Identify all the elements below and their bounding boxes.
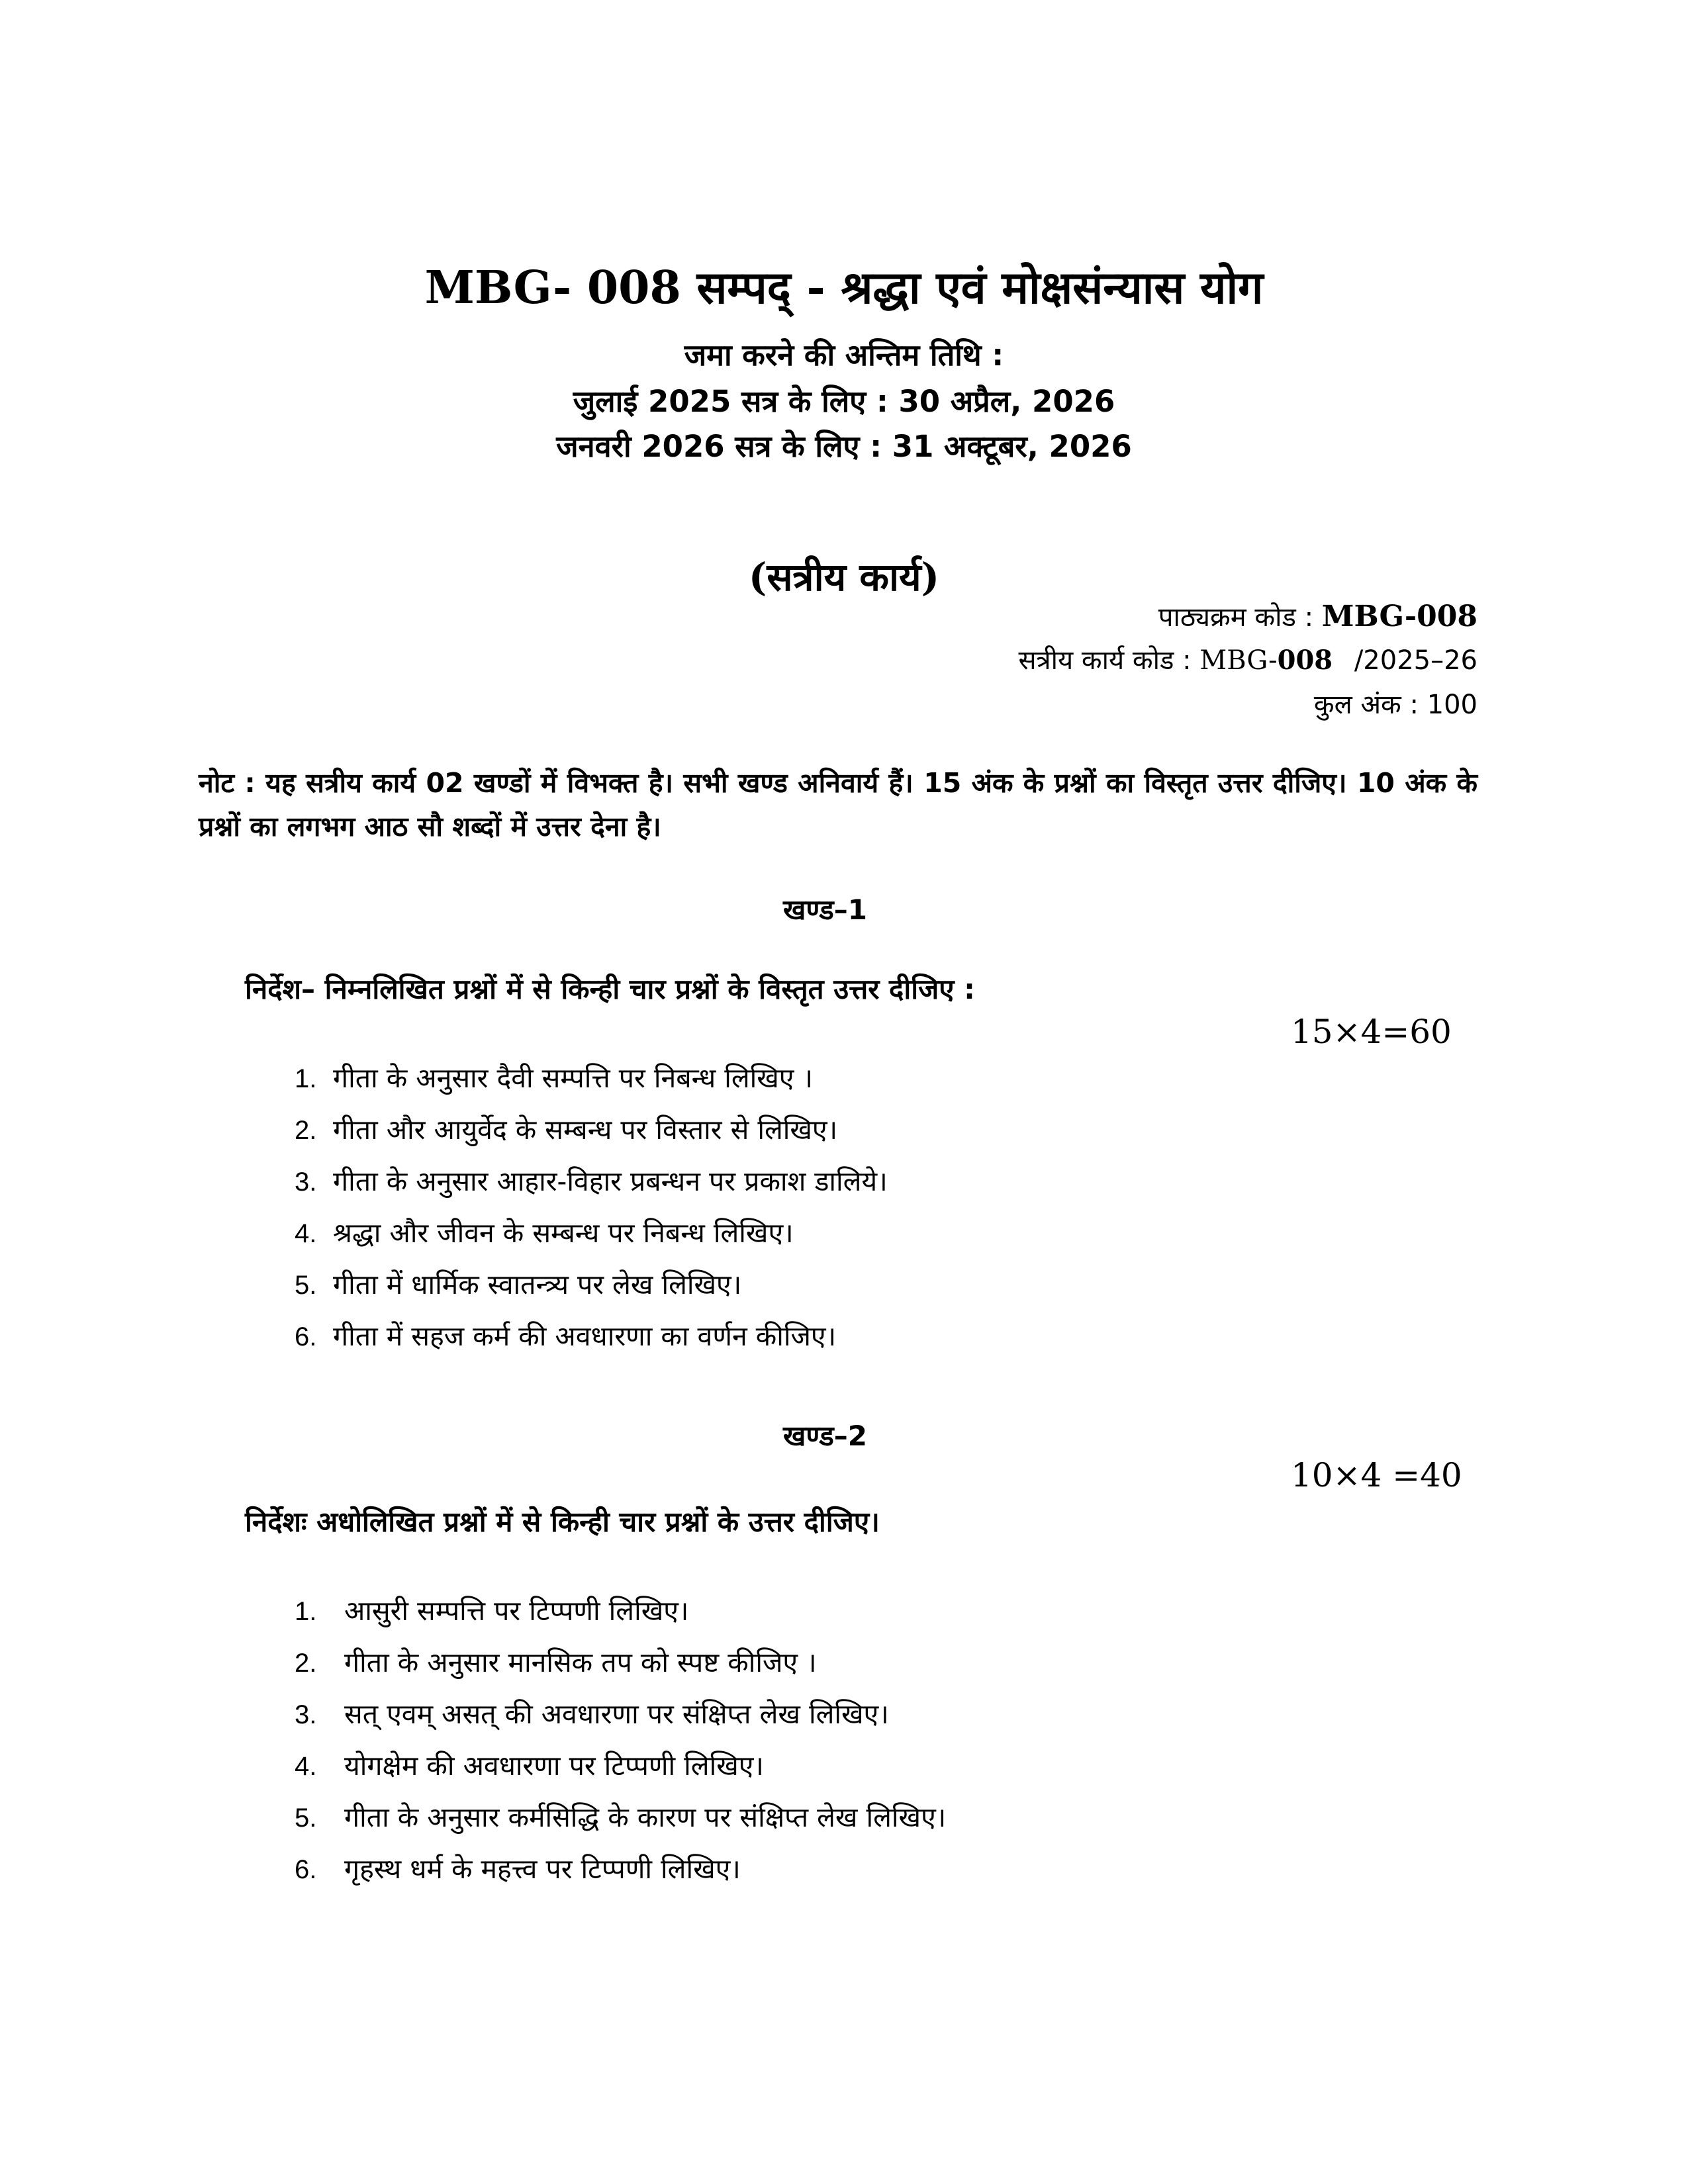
assignment-code-number: 008: [1277, 645, 1333, 676]
question-number: 5.: [295, 1271, 317, 1300]
course-code-label: पाठ्यक्रम कोड :: [1158, 602, 1314, 633]
question-item: [295, 1111, 888, 1162]
question-item: [295, 1747, 946, 1798]
assignment-code-line: [1019, 641, 1477, 677]
section-2-marks: 10×4 =40: [1291, 1456, 1462, 1494]
question-number: 5.: [295, 1803, 317, 1833]
question-item: [295, 1592, 946, 1643]
question-number: 1.: [295, 1597, 317, 1626]
session-july-deadline: जुलाई 2025 सत्र के लिए : 30 अप्रैल, 2026: [573, 384, 1115, 419]
assignment-code-prefix: MBG-: [1199, 645, 1278, 676]
question-item: [295, 1059, 888, 1111]
total-marks-value: 100: [1427, 690, 1477, 720]
deadline-label: जमा करने की अन्तिम तिथि :: [684, 338, 1004, 373]
question-text: गीता में धार्मिक स्वातन्त्र्य पर लेख लिखिए।: [333, 1269, 742, 1300]
question-item: [295, 1798, 946, 1850]
question-number: 4.: [295, 1752, 317, 1781]
question-number: 1.: [295, 1064, 317, 1093]
assignment-heading: (सत्रीय कार्य): [748, 555, 940, 600]
question-number: 6.: [295, 1322, 317, 1351]
assignment-code-year: /2025–26: [1354, 645, 1477, 676]
total-marks-line: [1314, 685, 1477, 721]
question-number: 2.: [295, 1116, 317, 1145]
question-number: 3.: [295, 1167, 317, 1197]
section-2-direction: निर्देशः अधोलिखित प्रश्नों में से किन्ही चार प्रश्नों के उत्तर दीजिए।: [245, 1506, 880, 1538]
course-code-line: [1158, 598, 1477, 634]
section-1-heading: खण्ड–1: [783, 893, 867, 926]
question-item: [295, 1850, 946, 1901]
question-text: गीता के अनुसार आहार-विहार प्रबन्धन पर प्रकाश डालिये।: [333, 1165, 888, 1197]
question-number: 6.: [295, 1855, 317, 1884]
question-text: गीता के अनुसार कर्मसिद्धि के कारण पर संक्षिप्त लेख लिखिए।: [344, 1801, 947, 1833]
question-text: गीता और आयुर्वेद के सम्बन्ध पर विस्तार से लिखिए।: [333, 1114, 838, 1146]
question-text: सत् एवम् असत् की अवधारणा पर संक्षिप्त लेख लिखिए।: [344, 1698, 889, 1730]
question-item: [295, 1214, 888, 1265]
section-1-question-list: [295, 1059, 888, 1369]
question-text: गृहस्थ धर्म के महत्त्व पर टिप्पणी लिखिए।: [344, 1853, 741, 1885]
question-number: 3.: [295, 1700, 317, 1729]
course-code: MBG-008: [1321, 600, 1477, 633]
question-text: गीता के अनुसार मानसिक तप को स्पष्ट कीजिए ।: [344, 1647, 817, 1678]
section-1-direction: निर्देश– निम्नलिखित प्रश्नों में से किन्ही चार प्रश्नों के विस्तृत उत्तर दीजिए :: [245, 973, 975, 1005]
section-2-heading: खण्ड–2: [783, 1420, 867, 1452]
question-text: गीता में सहज कर्म की अवधारणा का वर्णन कीजिए।: [333, 1320, 837, 1352]
question-text: गीता के अनुसार दैवी सम्पत्ति पर निबन्ध लिखिए ।: [333, 1062, 814, 1094]
question-text: आसुरी सम्पत्ति पर टिप्पणी लिखिए।: [344, 1595, 689, 1627]
section-1-marks: 15×4=60: [1291, 1013, 1452, 1051]
question-item: [295, 1695, 946, 1747]
question-item: [295, 1162, 888, 1214]
session-january-deadline: जनवरी 2026 सत्र के लिए : 31 अक्टूबर, 2026: [556, 429, 1132, 464]
assignment-note: नोट : यह सत्रीय कार्य 02 खण्डों में विभक्त है। सभी खण्ड अनिवार्य हैं। 15 अंक के प्रश्नों का विस्तृत उत्तर दीजिए। 10 अंक के प्रश्नों का लगभग आठ सौ शब्दों में उत्तर देना है।: [199, 767, 1477, 842]
total-marks-label: कुल अंक :: [1313, 690, 1419, 720]
question-text: श्रद्धा और जीवन के सम्बन्ध पर निबन्ध लिखिए।: [333, 1217, 794, 1249]
question-item: [295, 1317, 888, 1369]
section-2-question-list: [295, 1592, 946, 1901]
question-text: योगक्षेम की अवधारणा पर टिप्पणी लिखिए।: [344, 1750, 764, 1782]
question-number: 4.: [295, 1219, 317, 1248]
assignment-code-label: सत्रीय कार्य कोड :: [1018, 645, 1192, 676]
page-title: MBG- 008 सम्पद् - श्रद्धा एवं मोक्षसंन्यास योग: [424, 261, 1264, 314]
question-item: [295, 1643, 946, 1695]
question-number: 2.: [295, 1649, 317, 1678]
question-item: [295, 1265, 888, 1317]
